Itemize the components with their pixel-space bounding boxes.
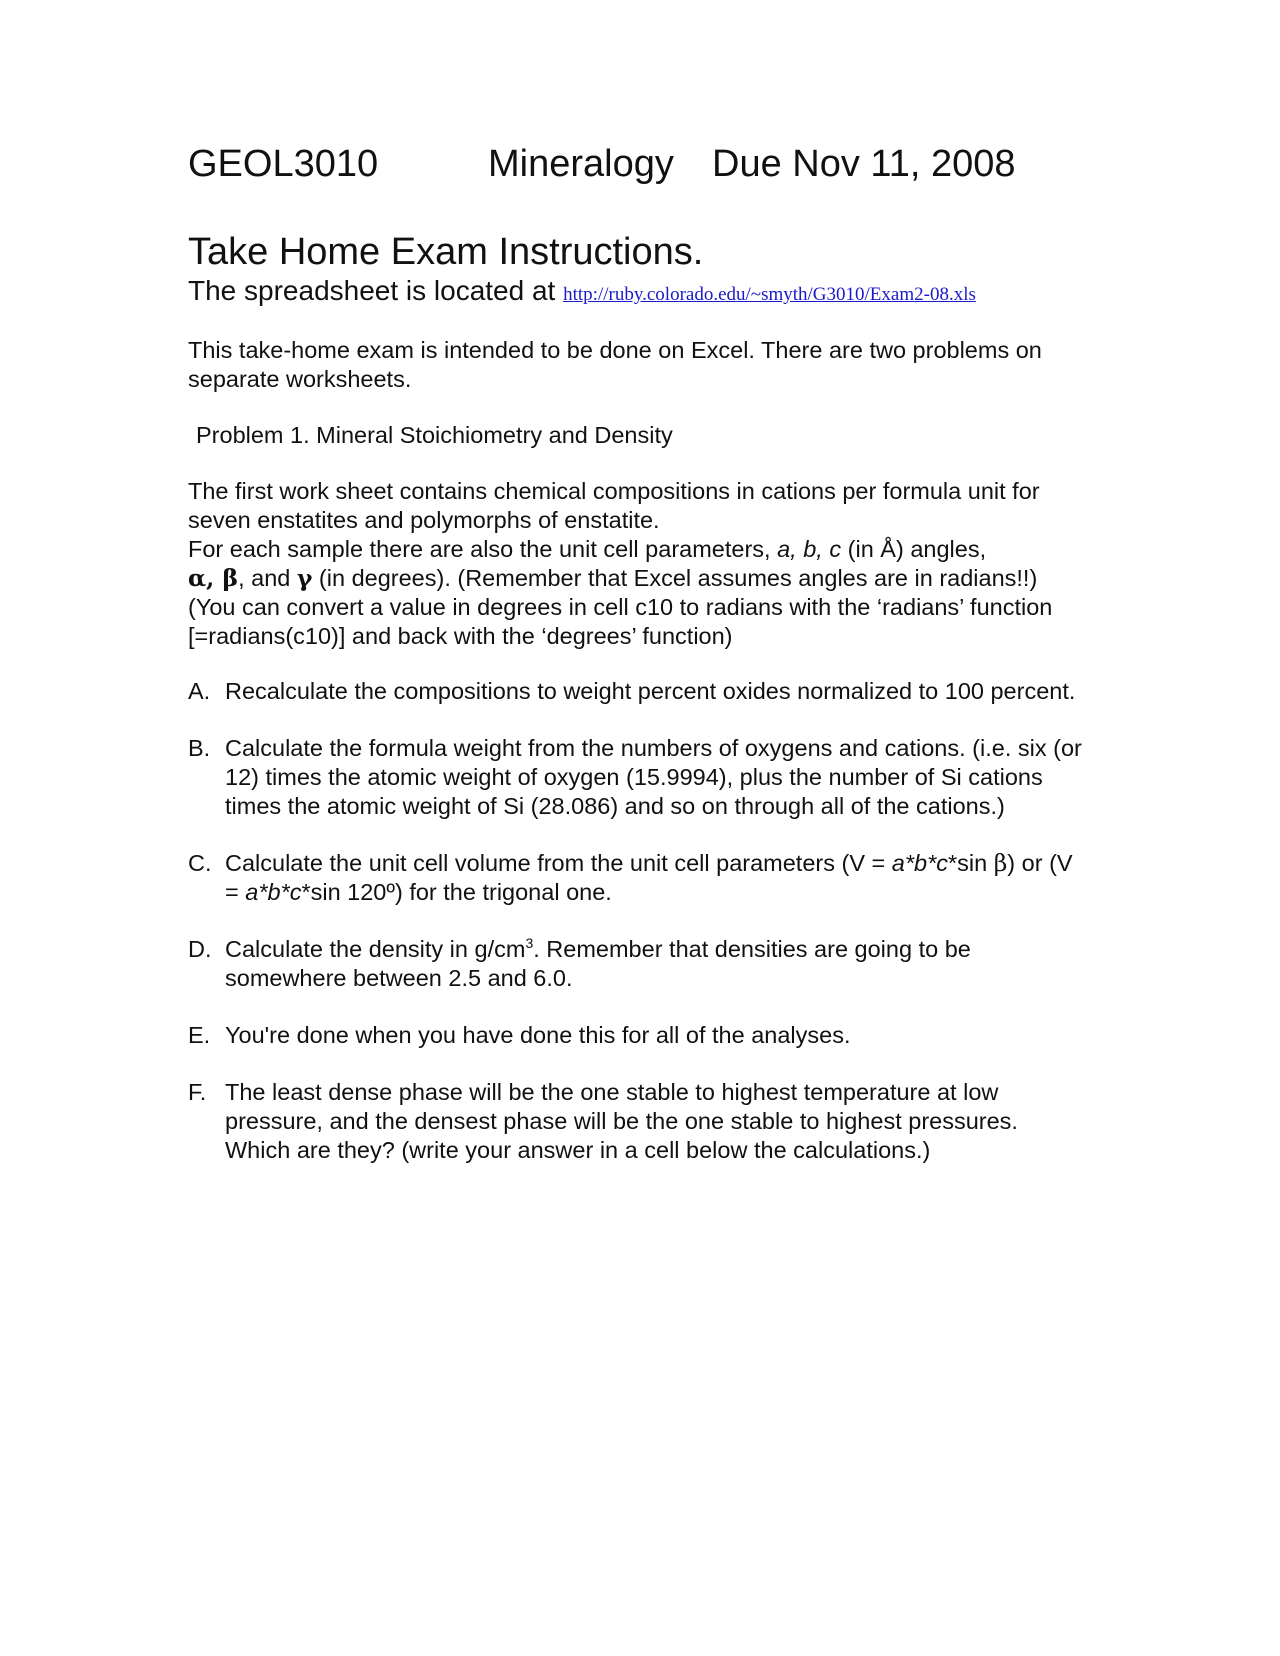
step-c <box>188 849 1088 907</box>
spreadsheet-link[interactable]: http://ruby.colorado.edu/~smyth/G3010/Exam2-08.xls <box>563 284 976 305</box>
worksheet-line-2 <box>188 535 1088 564</box>
step-e <box>188 1021 1088 1050</box>
and-word: , and <box>238 565 291 591</box>
course-header <box>188 140 1088 188</box>
step-text-pre: Calculate the density in g/cm <box>225 936 526 962</box>
greek-alpha-beta: α, β <box>188 564 239 592</box>
course-code: GEOL3010 <box>188 143 379 185</box>
step-d <box>188 935 1088 993</box>
step-letter: B. <box>188 735 211 761</box>
step-letter: C. <box>188 850 212 876</box>
sin-text: *sin <box>947 850 988 876</box>
document-page <box>188 140 1088 1193</box>
step-text: You're done when you have done this for all of the analyses. <box>225 1022 851 1048</box>
step-text-mid: ) or (V = <box>225 850 1073 905</box>
step-b <box>188 734 1088 821</box>
greek-gamma: γ <box>296 564 313 592</box>
beta-symbol: β <box>993 849 1008 877</box>
cell-params-abc: a, b, c <box>777 536 842 562</box>
due-date: Due Nov 11, 2008 <box>712 143 1016 185</box>
step-letter: E. <box>188 1022 211 1048</box>
volume-formula-2: a*b*c <box>245 879 302 905</box>
exam-title: Take Home Exam Instructions. <box>188 231 704 273</box>
intro-paragraph: This take-home exam is intended to be done on Excel. There are two problems on separate worksheets. <box>188 337 1042 392</box>
spreadsheet-text: The spreadsheet is located at <box>188 275 556 306</box>
step-text: The least dense phase will be the one stable to highest temperature at low pressure, and the densest phase will be the one stable to highest pressures. Which are they? (write your answer in a cell below the calculations.) <box>225 1079 1018 1163</box>
step-text: Calculate the formula weight from the numbers of oxygens and cations. (i.e. six (or 12) times the atomic weight of oxygen (15.9994), plus the number of Si cations times the atomic weight of Si (28.086) and so on through all of the cations.) <box>225 735 1082 819</box>
step-a <box>188 677 1088 706</box>
worksheet-line-3 <box>188 564 1088 593</box>
superscript-3: 3 <box>525 935 534 952</box>
step-letter: A. <box>188 678 211 704</box>
step-text-post: *sin 120º) for the trigonal one. <box>301 879 612 905</box>
worksheet-line-2-pre: For each sample there are also the unit cell parameters, <box>188 536 771 562</box>
worksheet-line-1: The first work sheet contains chemical compositions in cations per formula unit for seven enstatites and polymorphs of enstatite. <box>188 478 1040 533</box>
worksheet-line-2-post: (in Å) angles, <box>847 536 987 562</box>
step-text: Recalculate the compositions to weight percent oxides normalized to 100 percent. <box>225 678 1076 704</box>
worksheet-line-3-post: (in degrees). (Remember that Excel assumes angles are in radians!!) <box>318 565 1038 591</box>
problem-heading: Problem 1. Mineral Stoichiometry and Density <box>196 422 673 448</box>
spreadsheet-location <box>188 274 1088 312</box>
step-list <box>188 677 1088 1165</box>
worksheet-line-4: (You can convert a value in degrees in cell c10 to radians with the ‘radians’ function [=radians(c10)] and back with the ‘degrees’ function) <box>188 594 1053 649</box>
step-text-pre: Calculate the unit cell volume from the unit cell parameters (V = <box>225 850 886 876</box>
step-text-post: . Remember that densities are going to be somewhere between 2.5 and 6.0. <box>225 936 971 991</box>
step-letter: F. <box>188 1079 207 1105</box>
step-f <box>188 1078 1088 1165</box>
worksheet-description <box>188 477 1088 651</box>
step-letter: D. <box>188 936 212 962</box>
volume-formula-1: a*b*c <box>891 850 948 876</box>
course-subject: Mineralogy <box>488 143 674 185</box>
